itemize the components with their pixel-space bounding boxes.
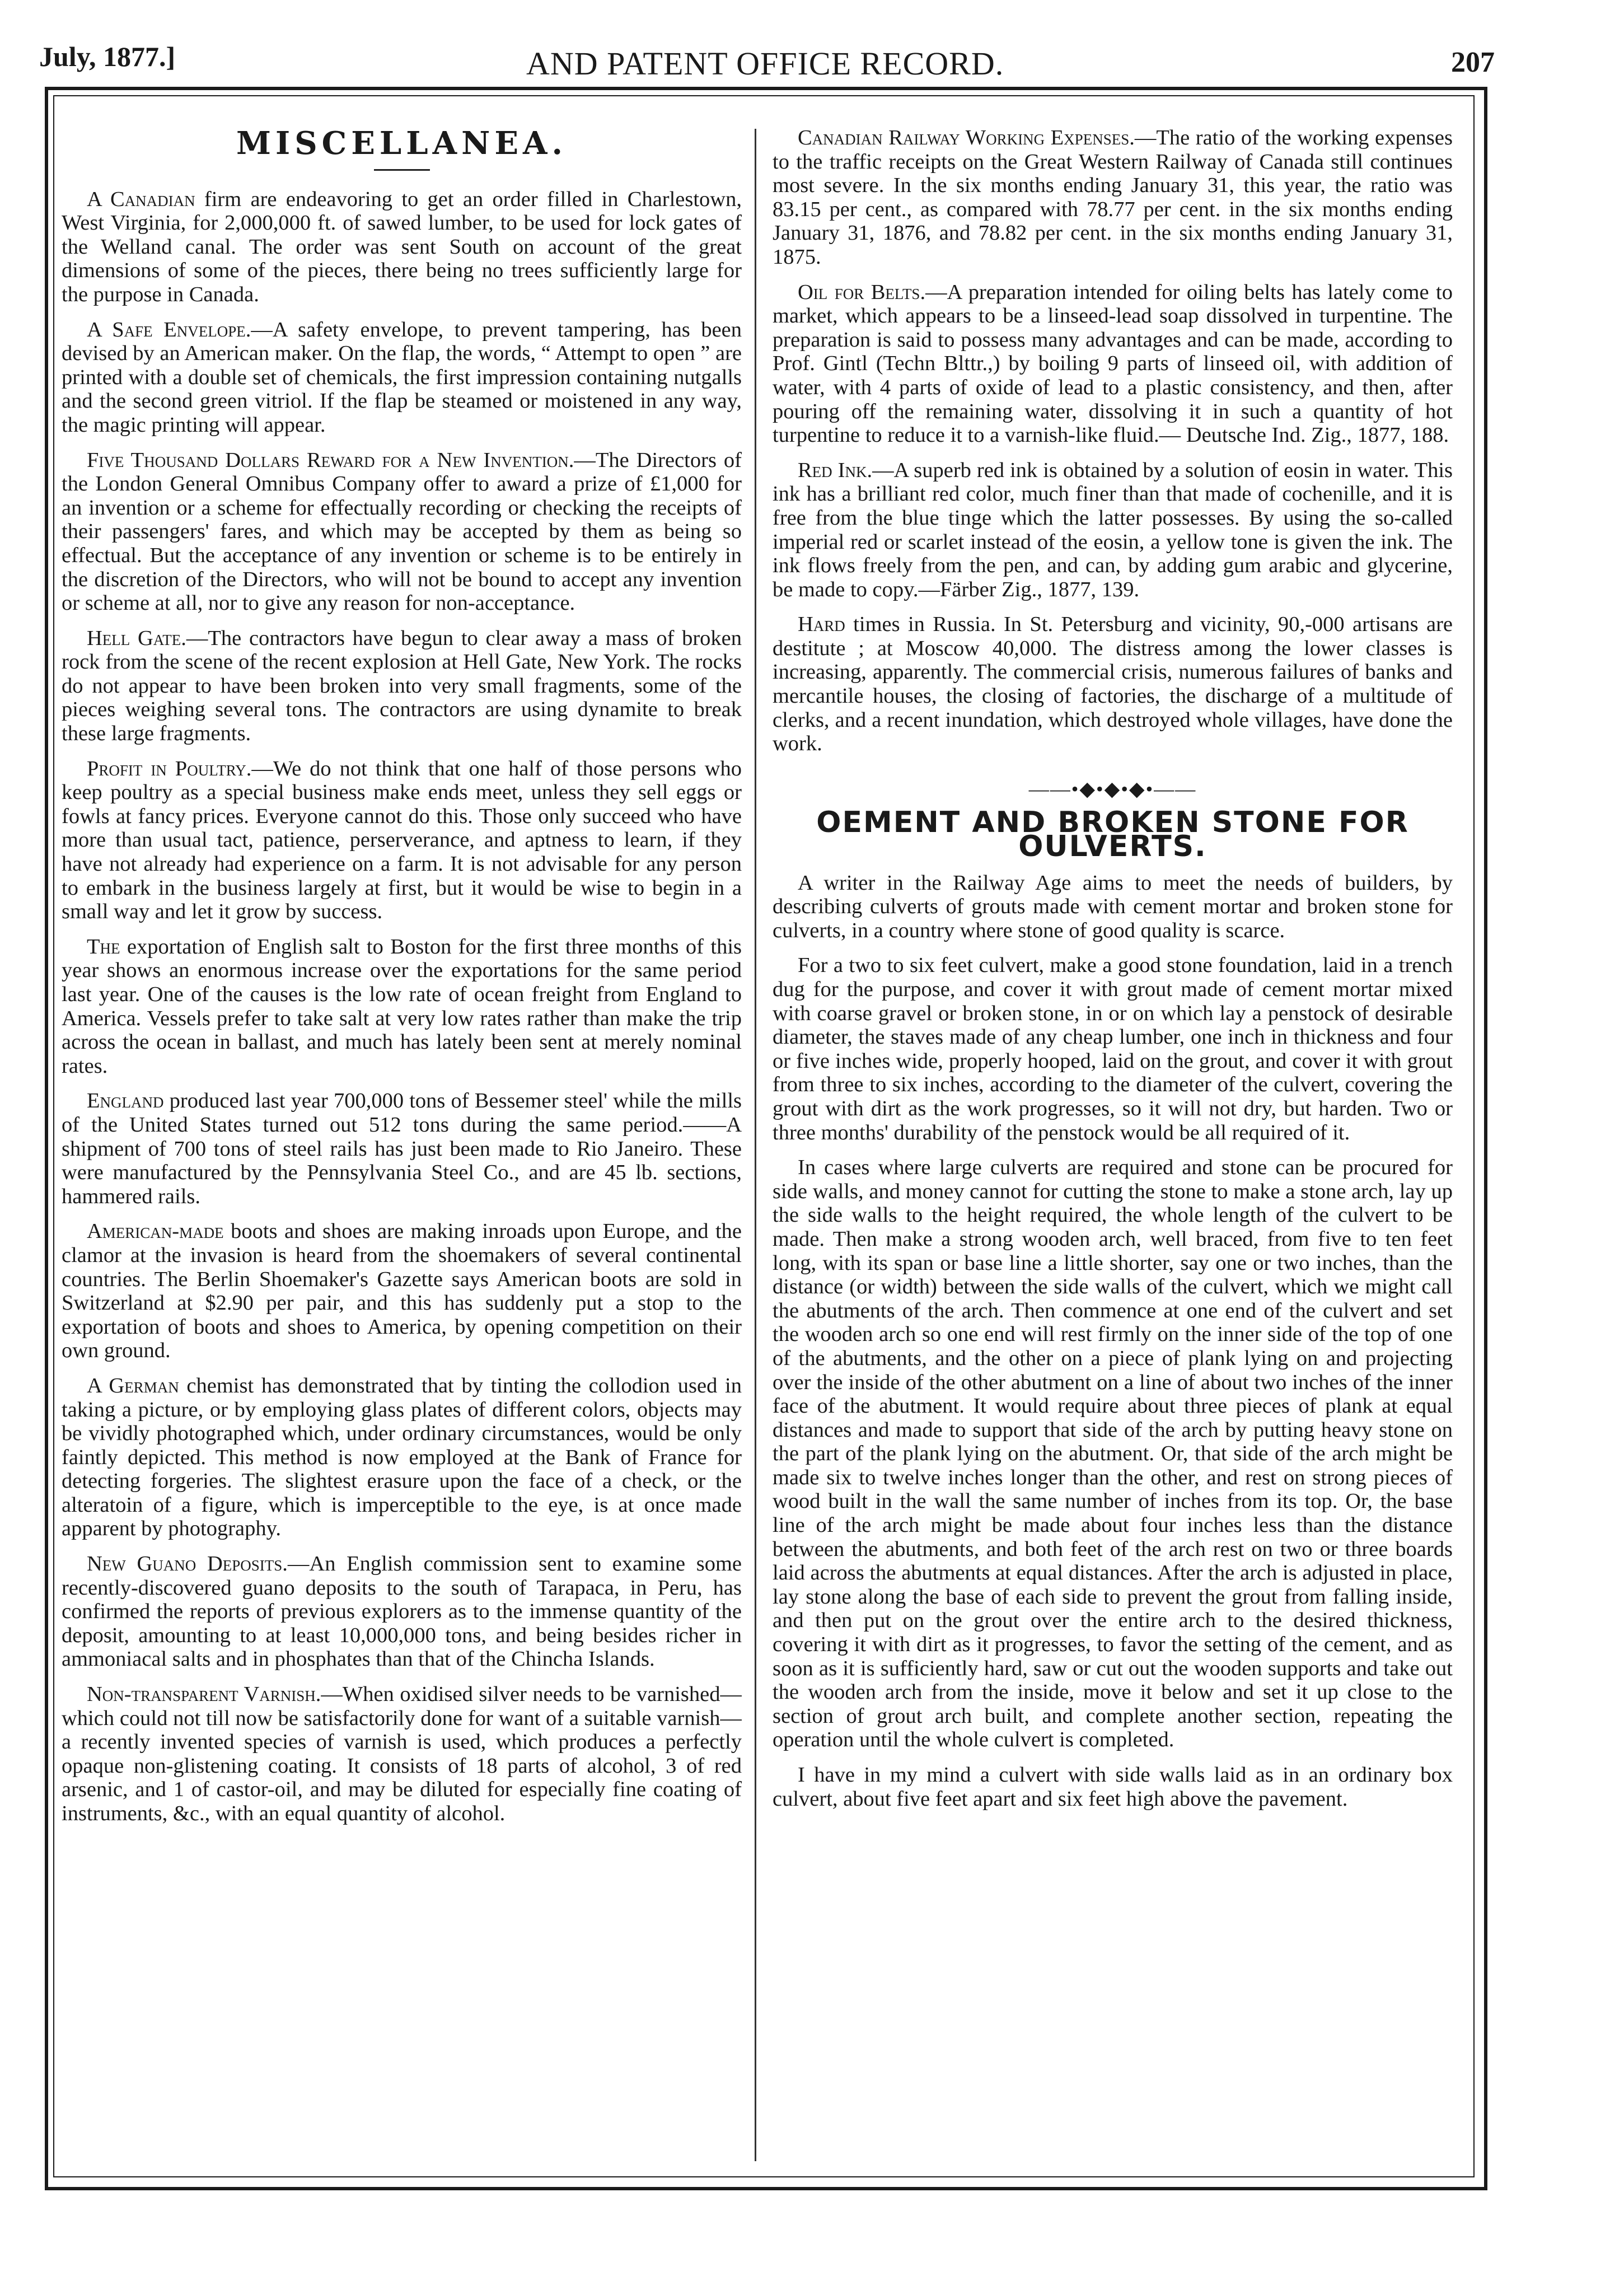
paragraph-lead: The [87,934,120,959]
paragraph-lead: Oil for Belts. [798,280,926,304]
column-divider [755,129,756,2161]
article-paragraph: For a two to six feet culvert, make a good stone foundation, laid in a trench dug for the purpose, and cover it with grout made of cement mortar mixed with coarse gravel or broken stone, in or on which lay a penstock of desirable diameter, the staves made of any cheap lumber, one inch in thickness and four or five inches wide, properly hooped, laid on the grout, and cover it with grout from three to six inches, according to the diameter of the culvert, covering the grout with dirt as the work progresses, so it will not dry, but harden. Two or three months' durability of the penstock would be all required of it. [773,953,1453,1144]
section-ornament: ——•◆•◆•◆•—— [1028,777,1197,800]
paragraph [62,1682,742,1826]
paragraph [62,1089,742,1208]
paragraph-text: chemist has demonstrated that by tinting the collodion used in taking a picture, or by employing glass plates of different colors, objects may be vividly photographed which, under ordinary circumstances, would be only faintly depicted. This method is now employed at the Bank of France for detecting forgeries. The slightest erasure upon the face of a check, or the alteratoin of a figure, which is imperceptible to the eye, is at once made apparent by photography. [62,1373,742,1541]
paragraph [62,935,742,1078]
paragraph-lead: Non-transparent Varnish. [87,1682,321,1707]
paragraph-text: —The Directors of the London General Omnibus Company offer to award a prize of £1,000 for an invention or a scheme for effectually recording or checking the receipts of their passengers' fares, and which may be accepted by them as being so effectual. But the acceptance of any invention or scheme is to be entirely in the discretion of the Directors, who will not be bound to accept any invention or scheme at all, nor to give any reason for non-acceptance. [62,448,742,615]
paragraph-lead: A Canadian [87,187,195,211]
paragraph-lead: Hard [798,613,845,637]
article-heading: OEMENT AND BROKEN STONE FOR OULVERTS. [816,806,1409,864]
paragraph [62,1219,742,1363]
paragraph [773,613,1453,756]
paragraph-text: produced last year 700,000 tons of Bessemer steel' while the mills of the United States turned out 512 tons during the same period.——A shipment of 700 tons of steel rails has just been made to Rio Janeiro. These were manufactured by the Pennsylvania Steel Co., and are 45 lb. sections, hammered rails. [62,1089,742,1208]
right-paragraphs [773,126,1453,756]
paragraph-lead: New Guano Deposits. [87,1552,288,1576]
paragraph [773,281,1453,447]
paragraph-lead: American-made [87,1219,224,1244]
paragraph-text: —When oxidised silver needs to be varnished—which could not till now be satisfactorily done for want of a suitable varnish—a recently invented species of varnish is used, which produces a perfectly opaque non-glistening coating. It consists of 18 parts of alcohol, 3 of red arsenic, and 1 of castor-oil, and may be diluted for especially fine coating of instruments, &c., with an equal quantity of alcohol. [62,1682,742,1825]
paragraph-text: —An English commission sent to examine some recently-discovered guano deposits to the south of Tarapaca, in Peru, has confirmed the reports of previous explorers as to the immense quantity of the deposit, amounting to at least 10,000,000 tons, and being besides richer in ammoniacal salts and in phosphates than that of the Chincha Islands. [62,1552,742,1671]
paragraph-lead: Five Thousand Dollars Reward for a New Invention. [87,448,574,472]
paragraph-lead: Red Ink. [798,458,873,482]
paragraph-lead: England [87,1089,164,1113]
paragraph [62,188,742,307]
paragraph [62,1552,742,1671]
header-date: July, 1877.] [39,41,176,72]
paragraph [773,126,1453,269]
paragraph-lead: Canadian Railway Working Expenses. [798,126,1135,149]
paragraph-text: boots and shoes are making inroads upon Europe, and the clamor at the invasion is heard from the shoemakers of several continental countries. The Berlin Shoemaker's Gazette says American boots are sold in Switzerland at $2.90 per pair, and this has suddenly put a stop to the exportation of boots and shoes to America, by opening competition on their own ground. [62,1219,742,1363]
paragraph-text: —A preparation intended for oiling belts has lately come to market, which appears to be a linseed-lead soap dissolved in turpentine. The preparation is said to possess many advantages and can be made, according to Prof. Gintl (Techn Blttr.,) by boiling 9 parts of linseed oil, with addition of water, with 4 parts of oxide of lead to a plastic consistency, and then, after pouring off the remaining water, dissolving it in such a quantity of hot turpentine to reduce it to a varnish-like fluid.— Deutsche Ind. Zig., 1877, 188. [773,280,1453,447]
paragraph [62,1374,742,1541]
heading-rule [374,169,430,171]
paragraph-lead: A Safe Envelope. [87,317,251,342]
article-paragraph: In cases where large culverts are required and stone can be procured for side walls, and money cannot for cutting the stone to make a stone arch, lay up the side walls to the height required, the whole length of the culvert to be made. Then make a strong wooden arch, well braced, from five to ten feet long, with its span or base line a little shorter, say one or two inches, than the distance (or width) between the side walls of the culvert, which we might call the abutments of the arch. Then commence at one end of the culvert and set the wooden arch so one end will rest firmly on the inner side of the top of one of the abutments, and the other on a piece of plank lying on and projecting over the inside of the other abutment on a line of about two inches of the inner face of the abutment. It would require about three pieces of plank at equal distances and made to support that side of the arch by putting heavy stone on the part of the plank lying on the abutment. Or, that side of the arch might be made six to twelve inches longer than the other, and rest on strong pieces of wood built in the wall the same number of inches from its top. Or, the base line of the arch might be made about four inches less than the distance between the abutments, and both feet of the arch rest on two or three boards laid across the abutments at equal distances. After the arch is adjusted in place, lay stone along the base of each side to prevent the grout from falling inside, and then put on the grout over the entire arch to the desired thickness, covering it with dirt as it progresses, to favor the setting of the cement, and as soon as it is sufficiently hard, saw or cut out the wooden supports and take out the wooden arch from the inside, move it below and set it up close to the section of grout arch built, and complete another section, repeating the operation until the whole culvert is completed. [773,1156,1453,1752]
section-heading: MISCELLANEA. [236,126,567,162]
paragraph-lead: A German [87,1373,179,1397]
paragraph-text: —We do not think that one half of those persons who keep poultry as a special business make ends meet, unless they sell eggs or fowls at fancy prices. Everyone cannot do this. Those only succeed who have more than usual tact, patience, perserverance, and aptness to learn, if they have not already had experience on a farm. It is not advisable for any person to embark in the business largely at first, but it would be wise to begin in a small way and let it grow by success. [62,756,742,924]
paragraph-lead: Profit in Poultry. [87,756,252,780]
paragraph-text: times in Russia. In St. Petersburg and vicinity, 90,-000 artisans are destitute ; at Moscow 40,000. The distress among the lower classes is increasing, apparently. The commercial crisis, numerous failures of banks and mercantile houses, the closing of factories, the discharge of a multitude of clerks, and a recent inundation, which destroyed whole villages, have done the work. [773,613,1453,756]
paragraph-lead: Hell Gate. [87,626,186,650]
article-paragraph: I have in my mind a culvert with side walls laid as in an ordinary box culvert, about five feet apart and six feet high above the pavement. [773,1763,1453,1811]
left-column [62,126,742,2153]
paragraph [62,757,742,924]
paragraph [773,459,1453,602]
paragraph-text: —The ratio of the working expenses to the traffic receipts on the Great Western Railway of Canada still continues most severe. In the six months ending January 31, this year, the ratio was 83.15 per cent., as compared with 78.77 per cent. in the six months ending January 31, 1876, and 78.82 per cent. in the six months ending January 31, 1875. [773,126,1453,269]
article-paragraph: A writer in the Railway Age aims to meet the needs of builders, by describing culverts of grouts made with cement mortar and broken stone for culverts, in a country where stone of good quality is scarce. [773,871,1453,942]
paragraph-text: exportation of English salt to Boston for the first three months of this year shows an enormous increase over the exportations for the same period last year. One of the causes is the low rate of ocean freight from England to America. Vessels prefer to take salt at very low rates rather than make the trip across the ocean in ballast, and much has lately been sent at merely nominal rates. [62,934,742,1078]
paragraph-text: —A superb red ink is obtained by a solution of eosin in water. This ink has a brilliant red color, much finer than that made of cochenille, and it is free from the blue tinge which the latter possesses. By using the so-called imperial red or scarlet instead of the eosin, a yellow tone is given the ink. The ink flows freely from the pen, and can, by adding gum arabic and glycerine, be made to copy.—Färber Zig., 1877, 139. [773,458,1453,601]
paragraph [62,318,742,437]
header-title: AND PATENT OFFICE RECORD. [526,45,1004,82]
paragraph-text: firm are endeavoring to get an order filled in Charlestown, West Virginia, for 2,000,000 ft. of sawed lumber, to be used for lock gates of the Welland canal. The order was sent South on account of the great dimensions of some of the pieces, there being no trees sufficiently large for the purpose in Canada. [62,187,742,306]
article-body [773,871,1453,1811]
right-column [773,126,1453,2153]
paragraph [62,448,742,615]
page-number: 207 [1451,46,1495,78]
left-paragraphs [62,188,742,1826]
paragraph-text: —A safety envelope, to prevent tampering, has been devised by an American maker. On the flap, the words, “ Attempt to open ” are printed with a double set of chemicals, the first impression containing nutgalls and the second green vitriol. If the flap be steamed or moistened in any way, the magic printing will appear. [62,317,742,437]
paragraph-text: —The contractors have begun to clear away a mass of broken rock from the scene of the recent explosion at Hell Gate, New York. The rocks do not appear to have been broken into very small fragments, some of the pieces weighing several tons. The contractors are using dynamite to break these large fragments. [62,626,742,746]
paragraph [62,627,742,746]
